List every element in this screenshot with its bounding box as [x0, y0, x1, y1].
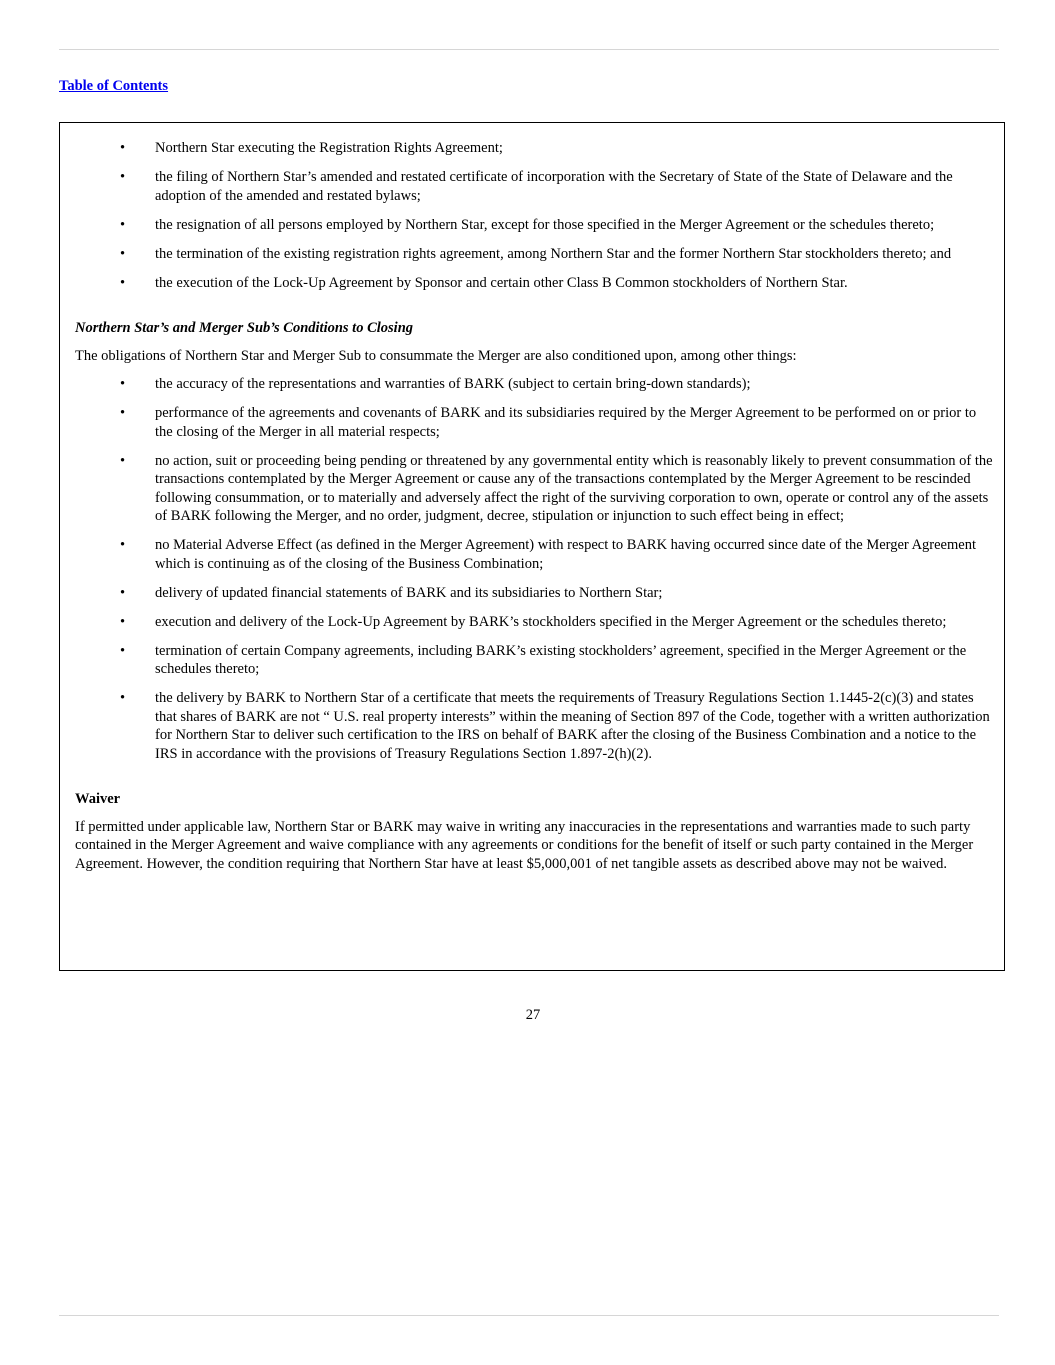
content-box [59, 122, 1005, 971]
conditions-list [75, 375, 995, 763]
list-item-text: performance of the agreements and covenants of BARK and its subsidiaries required by the Merger Agreement to be performed on or prior to the closing of the Merger in all material respects; [155, 405, 977, 440]
bullet: • [120, 690, 126, 706]
waiver-heading: Waiver [75, 791, 121, 807]
list-item [75, 584, 995, 603]
list-item [75, 613, 995, 632]
list-item [75, 452, 995, 526]
conditions-intro: The obligations of Northern Star and Merger Sub to consummate the Merger are also conditioned upon, among other things: [75, 347, 797, 364]
waiver-body: If permitted under applicable law, Northern Star or BARK may waive in writing any inaccuracies in the representations and warranties made to such party contained in the Merger Agreement and waive compliance with any agreements or conditions for the benefit of itself or such party contained in the Merger Agreement. However, the condition requiring that Northern Star have at least $5,000,001 of net tangible assets as described above may not be waived. [75, 818, 974, 872]
list-item-text: the execution of the Lock-Up Agreement by Sponsor and certain other Class B Common stockholders of Northern Star. [155, 274, 848, 291]
bullet: • [120, 584, 126, 601]
list-item-text: delivery of updated financial statements of BARK and its subsidiaries to Northern Star; [155, 584, 663, 601]
list-item [75, 689, 995, 763]
list-item-text: the resignation of all persons employed by Northern Star, except for those specified in the Merger Agreement or the schedules thereto; [155, 216, 935, 233]
bullet: • [120, 169, 126, 185]
bullet: • [120, 245, 126, 262]
list-item-text: no action, suit or proceeding being pending or threatened by any governmental entity which is reasonably likely to prevent consummation of the transactions contemplated by the Merger Agreement or cause any of the transactions contemplated by the Merger Agreement to be rescinded following consummation, or to materially and adversely affect the right of the surviving corporation to own, operate or control any of the assets of BARK following the Merger, and no order, judgment, decree, stipulation or injunction to such effect being in effect; [155, 452, 993, 524]
list-item [75, 139, 995, 158]
bullet: • [120, 452, 126, 469]
top-divider [59, 49, 999, 50]
table-of-contents-link[interactable]: Table of Contents [59, 78, 169, 94]
list-item-text: the filing of Northern Star’s amended and restated certificate of incorporation with the Secretary of State of the State of Delaware and the adoption of the amended and restated bylaws; [155, 169, 953, 204]
closing-deliverables-list [75, 139, 995, 292]
list-item-text: no Material Adverse Effect (as defined in the Merger Agreement) with respect to BARK having occurred since date of the Merger Agreement which is continuing as of the closing of the Business Combination; [155, 537, 976, 572]
list-item-text: the delivery by BARK to Northern Star of a certificate that meets the requirements of Treasury Regulations Section 1.1445-2(c)(3) and states that shares of BARK are not “ U.S. real property interests” within the meaning of Section 897 of the Code, together with a written authorization for Northern Star to deliver such certification to the IRS on behalf of BARK after the closing of the Business Combination and a notice to the IRS in accordance with the provisions of Treasury Regulations Section 1.897-2(h)(2). [155, 690, 990, 762]
bullet: • [120, 642, 126, 659]
list-item [75, 168, 995, 205]
list-item [75, 404, 995, 441]
list-item [75, 375, 995, 394]
list-item-text: the accuracy of the representations and warranties of BARK (subject to certain bring-down standards); [155, 376, 751, 392]
list-item [75, 216, 995, 235]
bullet: • [120, 405, 126, 421]
list-item [75, 536, 995, 573]
bullet: • [120, 613, 126, 630]
list-item-text: execution and delivery of the Lock-Up Agreement by BARK’s stockholders specified in the Merger Agreement or the schedules thereto; [155, 613, 947, 630]
content-inner [75, 139, 995, 883]
page-number: 27 [525, 1007, 541, 1023]
list-item [75, 274, 995, 293]
bullet: • [120, 274, 126, 291]
list-item-text: the termination of the existing registration rights agreement, among Northern Star and the former Northern Star stockholders thereto; and [155, 245, 952, 262]
conditions-heading: Northern Star’s and Merger Sub’s Conditions to Closing [75, 320, 414, 336]
bullet: • [120, 140, 126, 156]
bullet: • [120, 216, 126, 233]
bullet: • [120, 376, 126, 392]
list-item [75, 642, 995, 679]
list-item-text: termination of certain Company agreements, including BARK’s existing stockholders’ agreement, specified in the Merger Agreement or the schedules thereto; [155, 642, 967, 677]
bottom-divider [59, 1315, 999, 1316]
list-item-text: Northern Star executing the Registration Rights Agreement; [155, 140, 503, 156]
bullet: • [120, 537, 126, 553]
list-item [75, 245, 995, 264]
